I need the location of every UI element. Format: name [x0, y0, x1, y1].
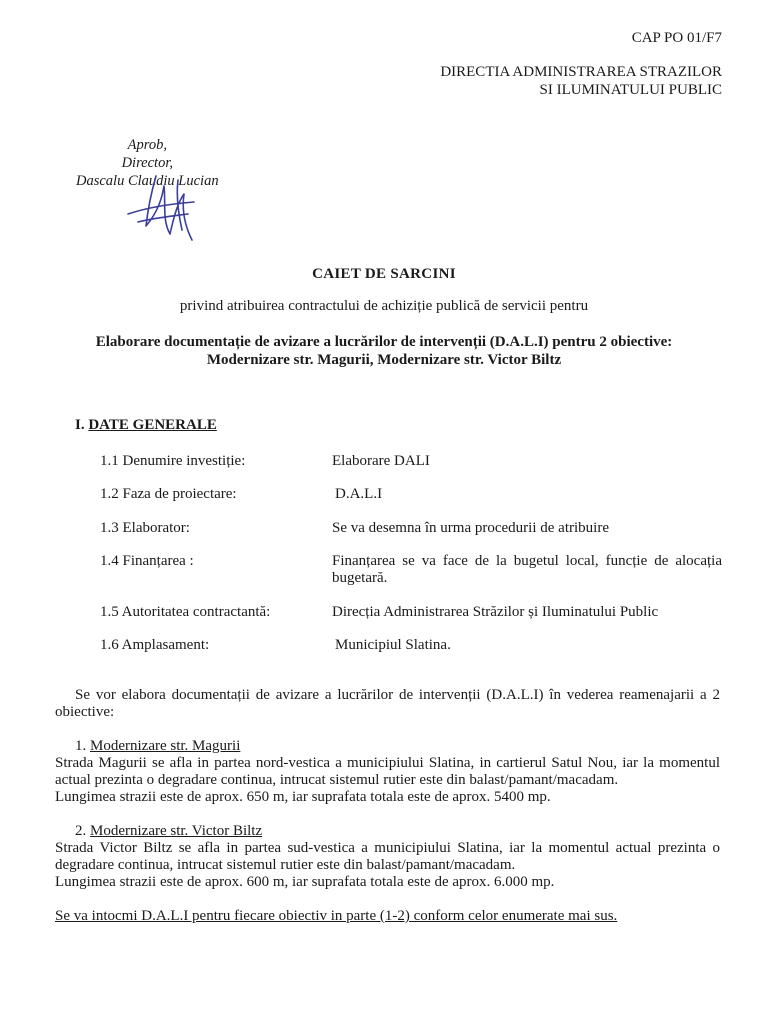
project-title-line-1: Elaborare documentație de avizare a lucrărilor de intervenții (D.A.L.I) pentru 2 obiective:: [95, 334, 673, 350]
objective-block: [55, 823, 720, 891]
field-value: Elaborare DALI: [332, 453, 430, 469]
project-title-line-2: Modernizare str. Magurii, Modernizare str. Victor Biltz: [206, 352, 562, 368]
document-subtitle: privind atribuirea contractului de achiziție publică de servicii pentru: [179, 298, 589, 314]
signature-image: [118, 168, 218, 248]
field-label: 1.4 Finanțarea :: [100, 553, 194, 569]
objective-number: 2.: [75, 823, 90, 839]
closing-statement: Se va intocmi D.A.L.I pentru fiecare obiectiv in parte (1-2) conform celor enumerate mai sus.: [55, 908, 618, 924]
section-prefix: I.: [75, 417, 89, 433]
field-value: Finanțarea se va face de la bugetul local, funcție de alocația bugetară.: [332, 553, 722, 586]
field-value: Direcția Administrarea Străzilor și Iluminatului Public: [332, 604, 659, 620]
approval-line-1: Aprob,: [127, 137, 167, 153]
approval-line-2: Director,: [121, 155, 173, 171]
organization-line-2: SI ILUMINATULUI PUBLIC: [539, 82, 722, 98]
field-value: Se va desemna în urma procedurii de atribuire: [332, 520, 609, 536]
document-title: CAIET DE SARCINI: [312, 266, 456, 282]
field-label: 1.1 Denumire investiție:: [100, 453, 246, 469]
objective-number: 1.: [75, 738, 90, 754]
objective-description: Strada Magurii se afla in partea nord-vestica a municipiului Slatina, in cartierul Satul Nou, iar la momentul actual prezinta o degradare continua, intrucat sistemul rutier este din balast/pamant/macadam.: [55, 755, 720, 788]
field-label: 1.6 Amplasament:: [100, 637, 210, 653]
approval-line-3: Dascalu Claudiu Lucian: [76, 173, 219, 189]
objective-description: Strada Victor Biltz se afla in partea sud-vestica a municipiului Slatina, iar la momentul actual prezinta o degradare continua, intrucat sistemul rutier este din balast/pamant/macadam.: [55, 840, 720, 873]
objective-title: Modernizare str. Magurii: [90, 738, 241, 754]
project-title: [0, 333, 768, 369]
objective-length: Lungimea strazii este de aprox. 600 m, iar suprafata totala este de aprox. 6.000 mp.: [55, 874, 555, 890]
field-label: 1.5 Autoritatea contractantă:: [100, 604, 271, 620]
organization-line-1: DIRECTIA ADMINISTRAREA STRAZILOR: [440, 64, 722, 80]
intro-paragraph: Se vor elabora documentații de avizare a lucrărilor de intervenții (D.A.L.I) în vederea reamenajarii a 2 obiective:: [55, 687, 720, 720]
organization-name: [440, 63, 722, 99]
field-label: 1.2 Faza de proiectare:: [100, 486, 237, 502]
section-title: DATE GENERALE: [88, 417, 217, 433]
field-value: Municipiul Slatina.: [335, 637, 451, 653]
field-value: D.A.L.I: [335, 486, 383, 502]
document-code: CAP PO 01/F7: [631, 30, 722, 46]
objective-heading: [55, 823, 720, 840]
objective-title: Modernizare str. Victor Biltz: [90, 823, 263, 839]
objective-length: Lungimea strazii este de aprox. 650 m, iar suprafata totala este de aprox. 5400 mp.: [55, 789, 551, 805]
section-heading: [75, 417, 217, 434]
objective-heading: [55, 738, 720, 755]
objective-block: [55, 738, 720, 806]
field-label: 1.3 Elaborator:: [100, 520, 190, 536]
